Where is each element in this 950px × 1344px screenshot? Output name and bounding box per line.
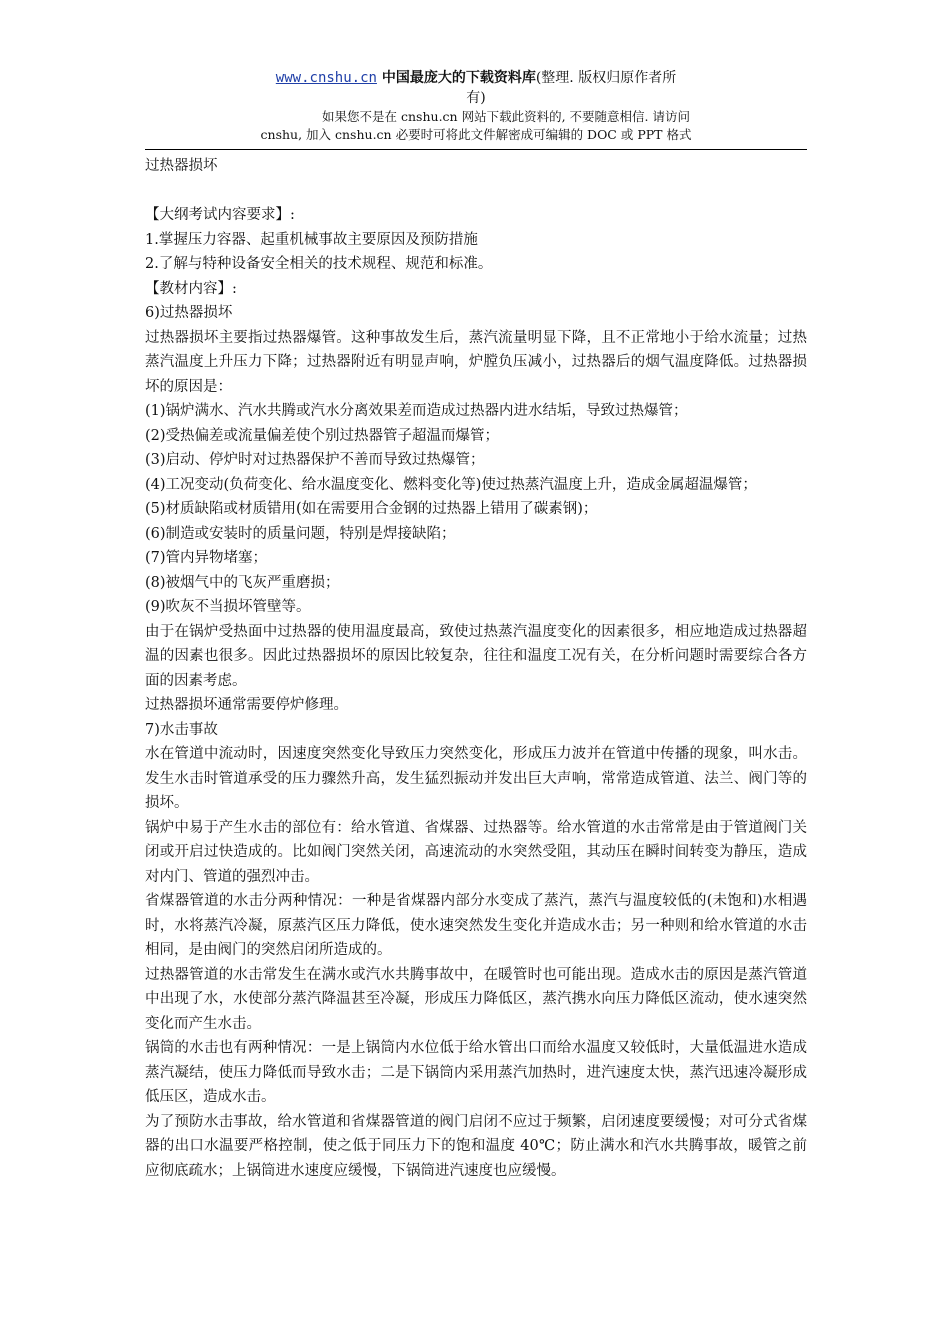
paragraph: 锅炉中易于产生水击的部位有：给水管道、省煤器、过热器等。给水管道的水击常常是由于管道阀门关闭或开启过快造成的。比如阀门突然关闭，高速流动的水突然受阻，其动压在瞬时间转变为静压，造成对内门、管道的强烈冲击。 (145, 819, 807, 885)
blank-line (145, 179, 807, 204)
paragraph: 【大纲考试内容要求】: (145, 207, 295, 223)
section-heading: 6)过热器损坏 (145, 305, 233, 321)
paragraph: 为了预防水击事故，给水管道和省煤器管道的阀门启闭不应过于频繁，启闭速度要缓慢；对可分式省煤器的出口水温要严格控制，使之低于同压力下的饱和温度 40℃；防止满水和汽水共腾事故，暖管之前应彻底疏水；上锅筒进水速度应缓慢，下锅筒进汽速度也应缓慢。 (145, 1113, 807, 1179)
list-item: (3)启动、停炉时对过热器保护不善而导致过热爆管； (145, 452, 485, 468)
page-header (145, 68, 807, 144)
list-item: (4)工况变动(负荷变化、给水温度变化、燃料变化等)使过热蒸汽温度上升，造成金属超温爆管； (145, 476, 757, 493)
header-notice-line1: 如果您不是在 cnshu.cn 网站下载此资料的, 不要随意相信. 请访问 (322, 109, 690, 124)
header-line2 (145, 88, 807, 108)
list-item: (7)管内异物堵塞； (145, 550, 268, 566)
site-link[interactable]: www.cnshu.cn (275, 70, 377, 86)
list-item: (8)被烟气中的飞灰严重磨损； (145, 574, 340, 591)
header-line1 (145, 68, 807, 88)
paragraph: 1.掌握压力容器、起重机械事故主要原因及预防措施 (145, 231, 478, 248)
section-heading: 7)水击事故 (145, 721, 218, 738)
paragraph: 2.了解与特种设备安全相关的技术规程、规范和标准。 (145, 256, 493, 272)
list-item: (9)吹灰不当损坏管壁等。 (145, 599, 311, 615)
paragraph: 【教材内容】: (145, 280, 237, 297)
document-body (145, 154, 807, 1183)
paragraph: 由于在锅炉受热面中过热器的使用温度最高，致使过热蒸汽温度变化的因素很多，相应地造成过热器超温的因素也很多。因此过热器损坏的原因比较复杂，往往和温度工况有关，在分析问题时需要综合各方面的因素考虑。 (145, 623, 807, 689)
document-title: 过热器损坏 (145, 158, 218, 174)
site-note-end: 有) (466, 90, 486, 106)
header-divider (145, 149, 807, 150)
site-note: (整理. 版权归原作者所 (535, 70, 677, 86)
paragraph: 过热器损坏通常需要停炉修理。 (145, 697, 348, 713)
site-title: 中国最庞大的下载资料库 (376, 70, 536, 86)
list-item: (2)受热偏差或流量偏差使个别过热器管子超温而爆管； (145, 427, 500, 444)
header-notice-line2: cnshu, 加入 cnshu.cn 必要时可将此文件解密成可编辑的 DOC 或 PPT 格式 (260, 127, 692, 142)
paragraph: 锅筒的水击也有两种情况：一是上锅筒内水位低于给水管出口而给水温度又较低时，大量低温进水造成蒸汽凝结，使压力降低而导致水击；二是下锅筒内采用蒸汽加热时，进汽速度太快，蒸汽迅速冷凝形成低压区，造成水击。 (145, 1040, 807, 1105)
list-item: (5)材质缺陷或材质错用(如在需要用合金钢的过热器上错用了碳素钢)； (145, 501, 598, 517)
paragraph: 过热器损坏主要指过热器爆管。这种事故发生后，蒸汽流量明显下降，且不正常地小于给水流量；过热蒸汽温度上升压力下降；过热器附近有明显声响，炉膛负压减小，过热器后的烟气温度降低。过热器损坏的原因是： (145, 329, 807, 395)
list-item: (6)制造或安装时的质量问题，特别是焊接缺陷； (145, 525, 456, 542)
paragraph: 省煤器管道的水击分两种情况：一种是省煤器内部分水变成了蒸汽，蒸汽与温度较低的(未饱和)水相遇时，水将蒸汽冷凝，原蒸汽区压力降低，使水速突然发生变化并造成水击；另一种则和给水管道的水击相同，是由阀门的突然启闭所造成的。 (145, 893, 807, 958)
paragraph: 水在管道中流动时，因速度突然变化导致压力突然变化，形成压力波并在管道中传播的现象，叫水击。发生水击时管道承受的压力骤然升高，发生猛烈振动并发出巨大声响，常常造成管道、法兰、阀门等的损坏。 (145, 746, 807, 811)
paragraph: 过热器管道的水击常发生在满水或汽水共腾事故中，在暖管时也可能出现。造成水击的原因是蒸汽管道中出现了水，水使部分蒸汽降温甚至冷凝，形成压力降低区，蒸汽携水向压力降低区流动，使水速突然变化而产生水击。 (145, 966, 807, 1032)
list-item: (1)锅炉满水、汽水共腾或汽水分离效果差而造成过热器内进水结垢，导致过热爆管； (145, 403, 688, 419)
